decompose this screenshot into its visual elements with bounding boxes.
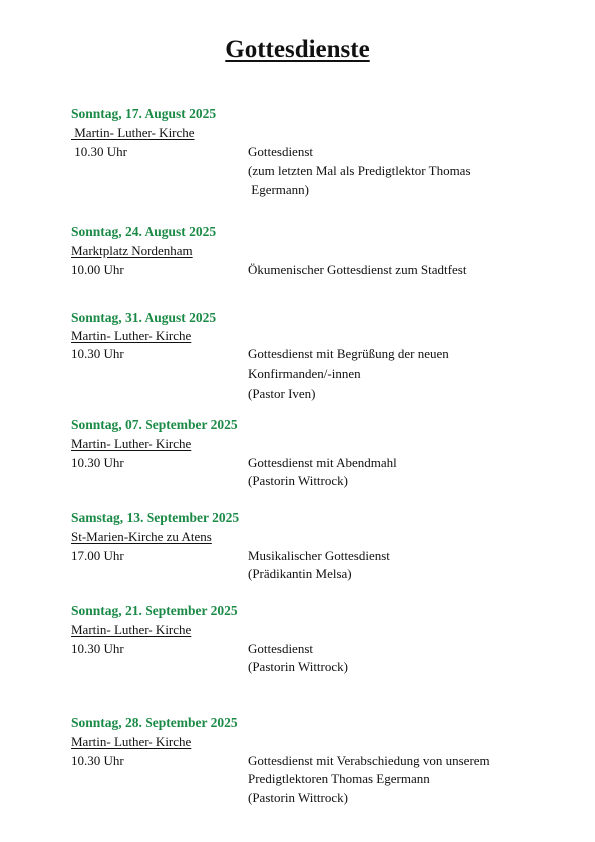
service-description bbox=[248, 260, 551, 279]
service-entry bbox=[71, 508, 551, 582]
service-time: 10.30 Uhr bbox=[71, 346, 124, 361]
service-row bbox=[71, 546, 551, 582]
service-date: Sonntag, 24. August 2025 bbox=[71, 224, 217, 239]
description-line: Predigtlektoren Thomas Egermann bbox=[248, 771, 430, 786]
service-location: Martin- Luther- Kirche bbox=[71, 622, 192, 637]
service-time: 10.30 Uhr bbox=[71, 455, 124, 470]
description-line: Ökumenischer Gottesdienst zum Stadtfest bbox=[248, 262, 467, 277]
service-entry bbox=[71, 104, 551, 199]
service-description bbox=[248, 546, 551, 582]
description-line: (Pastorin Wittrock) bbox=[248, 790, 348, 805]
service-entry bbox=[71, 308, 551, 403]
description-line: (Prädikantin Melsa) bbox=[248, 566, 352, 581]
service-entry bbox=[71, 713, 551, 807]
description-line: (Pastor Iven) bbox=[248, 386, 316, 401]
service-date: Sonntag, 07. September 2025 bbox=[71, 417, 238, 432]
service-date: Sonntag, 21. September 2025 bbox=[71, 603, 238, 618]
service-time: 10.00 Uhr bbox=[71, 262, 124, 277]
description-line: (Pastorin Wittrock) bbox=[248, 659, 348, 674]
service-row bbox=[71, 142, 551, 199]
service-date: Sonntag, 17. August 2025 bbox=[71, 106, 217, 121]
service-time: 10.30 Uhr bbox=[71, 753, 124, 768]
service-description bbox=[248, 344, 551, 403]
service-row bbox=[71, 751, 551, 807]
description-line: Musikalischer Gottesdienst bbox=[248, 548, 390, 563]
service-location: Martin- Luther- Kirche bbox=[71, 436, 192, 451]
description-line: Egermann) bbox=[248, 182, 310, 197]
service-row bbox=[71, 344, 551, 403]
service-entry bbox=[71, 415, 551, 490]
service-date: Sonntag, 28. September 2025 bbox=[71, 715, 238, 730]
service-location: Martin- Luther- Kirche bbox=[71, 125, 195, 140]
service-entry bbox=[71, 222, 551, 279]
description-line: Gottesdienst mit Verabschiedung von unserem bbox=[248, 753, 490, 768]
page-title: Gottesdienste bbox=[225, 36, 370, 63]
service-description bbox=[248, 751, 551, 807]
service-row bbox=[71, 453, 551, 490]
service-date: Samstag, 13. September 2025 bbox=[71, 510, 240, 525]
description-line: Gottesdienst bbox=[248, 144, 313, 159]
description-line: Konfirmanden/-innen bbox=[248, 366, 361, 381]
description-line: (Pastorin Wittrock) bbox=[248, 473, 348, 488]
service-description bbox=[248, 453, 551, 490]
service-location: Martin- Luther- Kirche bbox=[71, 328, 192, 343]
service-row bbox=[71, 639, 551, 675]
service-location: St-Marien-Kirche zu Atens bbox=[71, 529, 212, 544]
service-description bbox=[248, 639, 551, 675]
service-date: Sonntag, 31. August 2025 bbox=[71, 310, 217, 325]
service-location: Marktplatz Nordenham bbox=[71, 243, 193, 258]
description-line: Gottesdienst mit Abendmahl bbox=[248, 455, 397, 470]
description-line: Gottesdienst mit Begrüßung der neuen bbox=[248, 346, 449, 361]
service-description bbox=[248, 142, 551, 199]
service-row bbox=[71, 260, 551, 279]
service-time: 17.00 Uhr bbox=[71, 548, 124, 563]
description-line: (zum letzten Mal als Predigtlektor Thomas bbox=[248, 163, 471, 178]
service-entry bbox=[71, 601, 551, 675]
description-line: Gottesdienst bbox=[248, 641, 313, 656]
service-time: 10.30 Uhr bbox=[71, 144, 127, 159]
service-location: Martin- Luther- Kirche bbox=[71, 734, 192, 749]
service-time: 10.30 Uhr bbox=[71, 641, 124, 656]
